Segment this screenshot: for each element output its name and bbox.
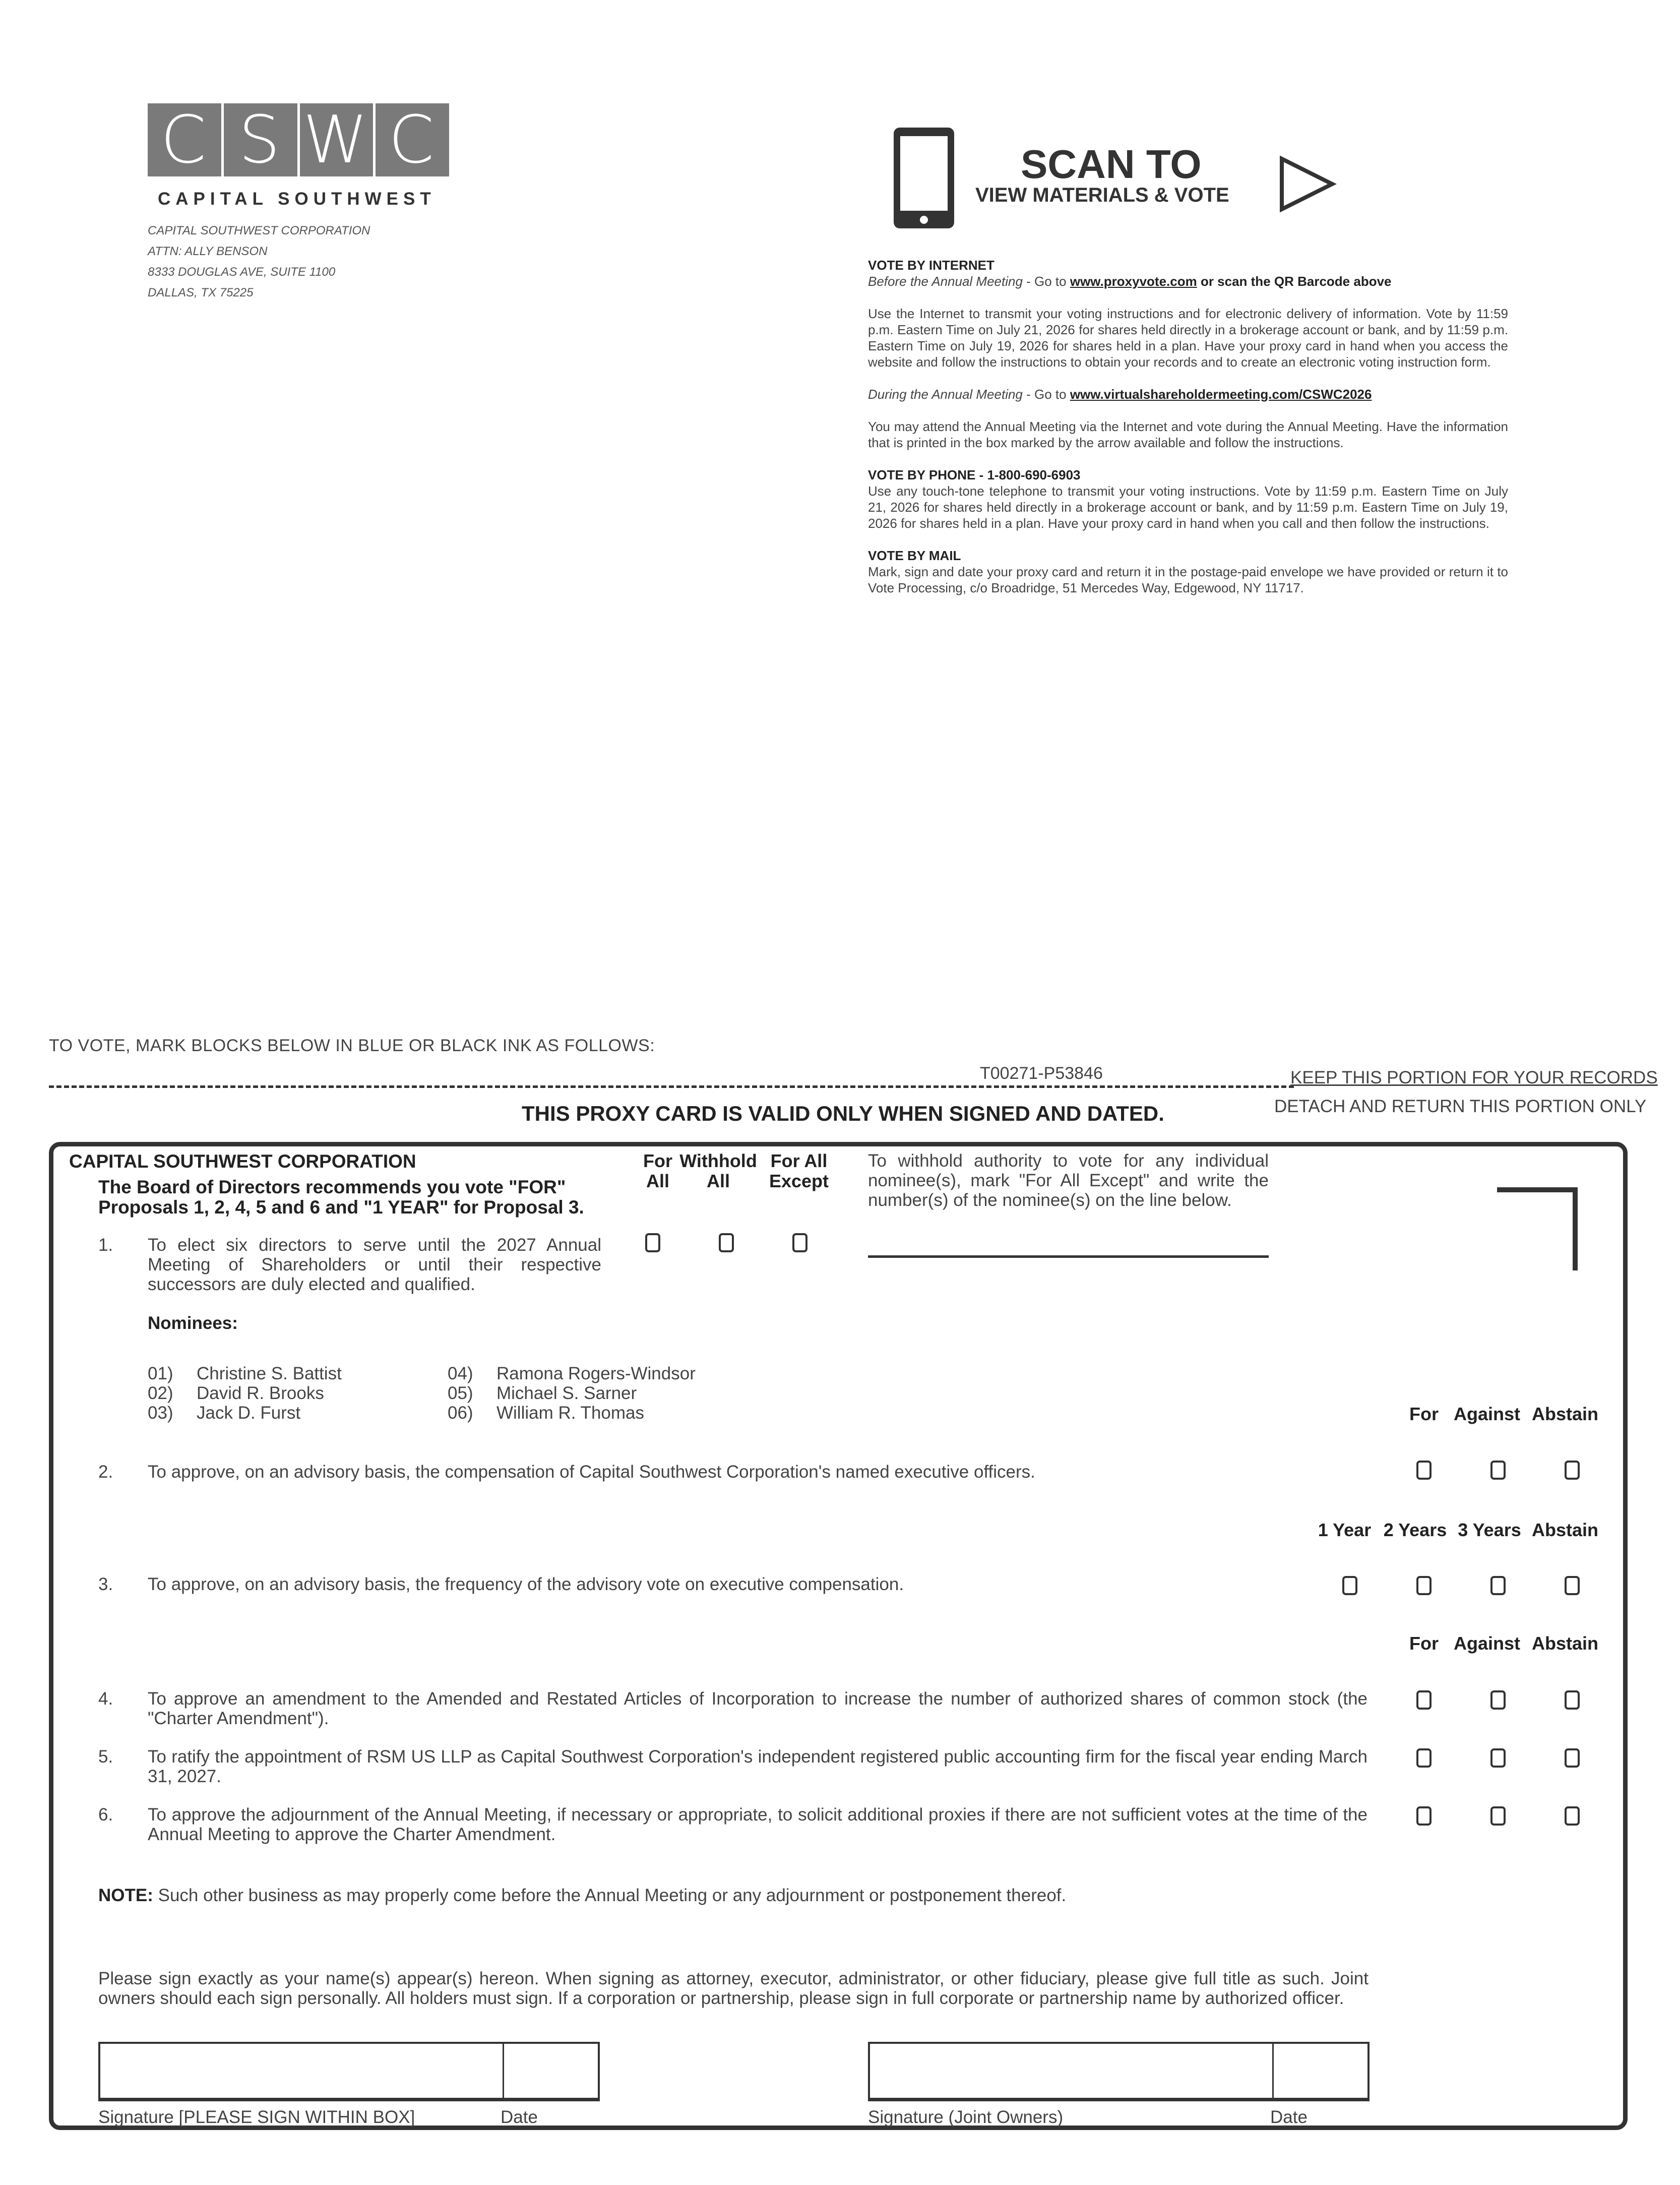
logo-company-name: CAPITAL SOUTHWEST xyxy=(158,189,436,209)
goto-text: - Go to xyxy=(1022,387,1070,402)
col-header-for-all xyxy=(638,1151,678,1191)
date-divider xyxy=(503,2044,504,2099)
proposal-3-text: To approve, on an advisory basis, the frequency of the advisory vote on executive compensation. xyxy=(148,1574,904,1594)
before-meeting-line xyxy=(868,273,1508,289)
proposal-3-2-years-checkbox[interactable] xyxy=(1416,1576,1432,1595)
proposal-3-abstain-checkbox[interactable] xyxy=(1565,1576,1580,1595)
card-company-name: CAPITAL SOUTHWEST CORPORATION xyxy=(69,1151,416,1172)
nominee-number: 02) xyxy=(148,1383,173,1403)
col-header-abstain: Abstain xyxy=(1531,1520,1598,1540)
board-line: Proposals 1, 2, 4, 5 and 6 and "1 YEAR" for Proposal 3. xyxy=(98,1197,584,1218)
joint-signature-box[interactable] xyxy=(868,2042,1370,2101)
col-header-for: For xyxy=(1409,1404,1439,1424)
detach-line xyxy=(49,1085,1294,1088)
note-text: Such other business as may properly come before the Annual Meeting or any adjournment or postponement thereof. xyxy=(153,1886,1067,1905)
nominee-number: 05) xyxy=(448,1383,473,1403)
date-divider xyxy=(1272,2044,1274,2099)
proposal-6-against-checkbox[interactable] xyxy=(1490,1806,1506,1826)
signing-instruction: Please sign exactly as your name(s) appear(s) hereon. When signing as attorney, executor, administrator, or other fiduciary, please give full title as such. Joint owners should each sign personally. All holders must sign. If a corporation or partnership, please sign in full corporate or partnership name by authorized officer. xyxy=(98,1969,1368,2008)
nominee-number: 06) xyxy=(448,1403,473,1423)
logo-letter: C xyxy=(160,101,209,178)
qr-text: or scan the QR Barcode above xyxy=(1197,274,1392,289)
proposal-5-text: To ratify the appointment of RSM US LLP as Capital Southwest Corporation's independent registered public accounting firm for the fiscal year ending March 31, 2027. xyxy=(148,1747,1367,1786)
proposal-number: 5. xyxy=(98,1747,113,1767)
scan-to-title: SCAN TO xyxy=(1021,142,1202,187)
proposal-3-1-year-checkbox[interactable] xyxy=(1342,1576,1357,1595)
date-label: Date xyxy=(501,2107,538,2127)
board-line: The Board of Directors recommends you vote "FOR" xyxy=(98,1177,566,1197)
board-recommendation xyxy=(98,1177,602,1218)
nominee-exception-line[interactable] xyxy=(868,1255,1269,1258)
header-text: For All xyxy=(770,1150,828,1171)
before-meeting-label: Before the Annual Meeting xyxy=(868,274,1023,289)
control-code: T00271-P53846 xyxy=(980,1064,1103,1083)
vote-by-internet-section xyxy=(868,257,1508,596)
header-text: Except xyxy=(769,1171,829,1191)
col-header-abstain: Abstain xyxy=(1531,1633,1598,1654)
withhold-instruction: To withhold authority to vote for any individual nominee(s), mark "For All Except" and write the number(s) of the nominee(s) on the line below. xyxy=(868,1151,1269,1210)
proposal-number: 3. xyxy=(98,1574,113,1594)
proposal-number: 1. xyxy=(98,1235,113,1255)
proposal-4-abstain-checkbox[interactable] xyxy=(1565,1690,1580,1710)
keep-portion-text: KEEP THIS PORTION FOR YOUR RECORDS xyxy=(1290,1068,1658,1087)
proposal-5-for-checkbox[interactable] xyxy=(1416,1748,1432,1768)
proposal-1-text: To elect six directors to serve until the 2027 Annual Meeting of Shareholders or until their respective successors are duly elected and qualified. xyxy=(148,1235,601,1294)
nominee-name: Ramona Rogers-Windsor xyxy=(496,1364,696,1383)
logo-letter: S xyxy=(238,101,282,178)
header-text: All xyxy=(706,1171,730,1191)
cswc-logo xyxy=(148,103,449,176)
proposal-5-against-checkbox[interactable] xyxy=(1490,1748,1506,1768)
date-label: Date xyxy=(1270,2107,1308,2127)
return-address xyxy=(148,220,370,303)
scan-to-subtitle: VIEW MATERIALS & VOTE xyxy=(975,184,1229,206)
nominee-name: Christine S. Battist xyxy=(197,1364,342,1383)
address-line: 8333 DOUGLAS AVE, SUITE 1100 xyxy=(148,265,336,279)
header-text: Withhold xyxy=(679,1150,757,1171)
signature-box[interactable] xyxy=(98,2042,600,2101)
nominees-label: Nominees: xyxy=(148,1313,238,1333)
during-body: You may attend the Annual Meeting via the Internet and vote during the Annual Meeting. Have the information that is printed in the box marked by the arrow available and follow the instructions. xyxy=(868,419,1508,450)
proposal-3-3-years-checkbox[interactable] xyxy=(1490,1576,1506,1595)
signature-label: Signature [PLEASE SIGN WITHIN BOX] xyxy=(98,2107,415,2127)
ink-instruction: TO VOTE, MARK BLOCKS BELOW IN BLUE OR BLACK INK AS FOLLOWS: xyxy=(49,1036,655,1055)
smartphone-icon xyxy=(891,125,957,231)
detach-portion-text: DETACH AND RETURN THIS PORTION ONLY xyxy=(1274,1097,1647,1116)
proposal-number: 2. xyxy=(98,1462,113,1482)
nominee-number: 01) xyxy=(148,1364,173,1383)
valid-notice: THIS PROXY CARD IS VALID ONLY WHEN SIGNED AND DATED. xyxy=(522,1102,1164,1125)
proposal-4-text: To approve an amendment to the Amended and Restated Articles of Incorporation to increase the number of authorized shares of common stock (the "Charter Amendment"). xyxy=(148,1689,1367,1728)
note-label: NOTE: xyxy=(98,1886,153,1905)
proposal-2-for-checkbox[interactable] xyxy=(1416,1461,1432,1480)
nominee-name: Michael S. Sarner xyxy=(496,1383,637,1403)
col-header-3-years: 3 Years xyxy=(1458,1520,1521,1540)
mail-body: Mark, sign and date your proxy card and return it in the postage-paid envelope we have provided or return it to Vote Processing, c/o Broadridge, 51 Mercedes Way, Edgewood, NY 11717. xyxy=(868,564,1508,595)
proposal-4-against-checkbox[interactable] xyxy=(1490,1690,1506,1710)
nominee-name: William R. Thomas xyxy=(496,1403,645,1423)
nominee-number: 04) xyxy=(448,1364,473,1383)
goto-text: - Go to xyxy=(1022,274,1070,289)
during-meeting-line xyxy=(868,386,1508,402)
proposal-number: 4. xyxy=(98,1689,113,1709)
proposal-4-for-checkbox[interactable] xyxy=(1416,1690,1432,1710)
col-header-against: Against xyxy=(1453,1404,1520,1424)
vote-by-phone-heading: VOTE BY PHONE - 1-800-690-6903 xyxy=(868,467,1081,482)
col-header-withhold-all xyxy=(678,1151,759,1191)
header-text: All xyxy=(646,1171,669,1191)
proxyvote-link[interactable]: www.proxyvote.com xyxy=(1070,274,1197,289)
proposal-6-abstain-checkbox[interactable] xyxy=(1565,1806,1580,1826)
col-header-2-years: 2 Years xyxy=(1383,1520,1447,1540)
address-line: DALLAS, TX 75225 xyxy=(148,286,254,299)
vote-by-mail-heading: VOTE BY MAIL xyxy=(868,548,961,563)
virtual-meeting-link[interactable]: www.virtualshareholdermeeting.com/CSWC2026 xyxy=(1070,387,1372,402)
note-line xyxy=(98,1886,1066,1905)
header-text: For xyxy=(643,1150,672,1171)
proposal-2-against-checkbox[interactable] xyxy=(1490,1461,1506,1480)
col-header-abstain: Abstain xyxy=(1531,1404,1598,1424)
joint-signature-label: Signature (Joint Owners) xyxy=(868,2107,1064,2127)
play-arrow-icon xyxy=(1277,154,1337,214)
corner-mark-icon xyxy=(1497,1187,1578,1273)
logo-letter: W xyxy=(303,101,370,178)
proposal-2-abstain-checkbox[interactable] xyxy=(1565,1461,1580,1480)
address-line: CAPITAL SOUTHWEST CORPORATION xyxy=(148,224,370,237)
internet-body: Use the Internet to transmit your voting instructions and for electronic delivery of information. Vote by 11:59 p.m. Eastern Time on July 21, 2026 for shares held directly in a brokerage account or bank, and by 11:59 p.m. Eastern Time on July 19, 2026 for shares held in a plan. Have your proxy card in hand when you access the website and follow the instructions to obtain your records and to create an electronic voting instruction form. xyxy=(868,306,1508,370)
during-meeting-label: During the Annual Meeting xyxy=(868,387,1023,402)
proposal-2-text: To approve, on an advisory basis, the compensation of Capital Southwest Corporation's named executive officers. xyxy=(148,1462,1035,1482)
proposal-6-text: To approve the adjournment of the Annual Meeting, if necessary or appropriate, to solicit additional proxies if there are not sufficient votes at the time of the Annual Meeting to approve the Charter Amendment. xyxy=(148,1805,1367,1844)
proposal-5-abstain-checkbox[interactable] xyxy=(1565,1748,1580,1768)
col-header-for-all-except xyxy=(764,1151,834,1191)
vote-by-internet-heading: VOTE BY INTERNET xyxy=(868,258,994,273)
withhold-all-checkbox[interactable] xyxy=(719,1233,734,1252)
proposal-number: 6. xyxy=(98,1805,113,1825)
col-header-1-year: 1 Year xyxy=(1318,1520,1372,1540)
for-all-except-checkbox[interactable] xyxy=(792,1233,807,1252)
nominee-name: David R. Brooks xyxy=(197,1383,324,1403)
logo-letter: C xyxy=(388,101,437,178)
phone-body: Use any touch-tone telephone to transmit your voting instructions. Vote by 11:59 p.m. Eastern Time on July 21, 2026 for shares held directly in a brokerage account or bank, and by 11:59 p.m. Eastern Time on July 19, 2026 for shares held in a plan. Have your proxy card in hand when you call and then follow the instructions. xyxy=(868,483,1508,531)
address-line: ATTN: ALLY BENSON xyxy=(148,245,268,258)
nominee-number: 03) xyxy=(148,1403,173,1423)
nominee-name: Jack D. Furst xyxy=(197,1403,301,1423)
proposal-6-for-checkbox[interactable] xyxy=(1416,1806,1432,1826)
for-all-checkbox[interactable] xyxy=(645,1233,660,1252)
col-header-for: For xyxy=(1409,1633,1439,1654)
col-header-against: Against xyxy=(1453,1633,1520,1654)
